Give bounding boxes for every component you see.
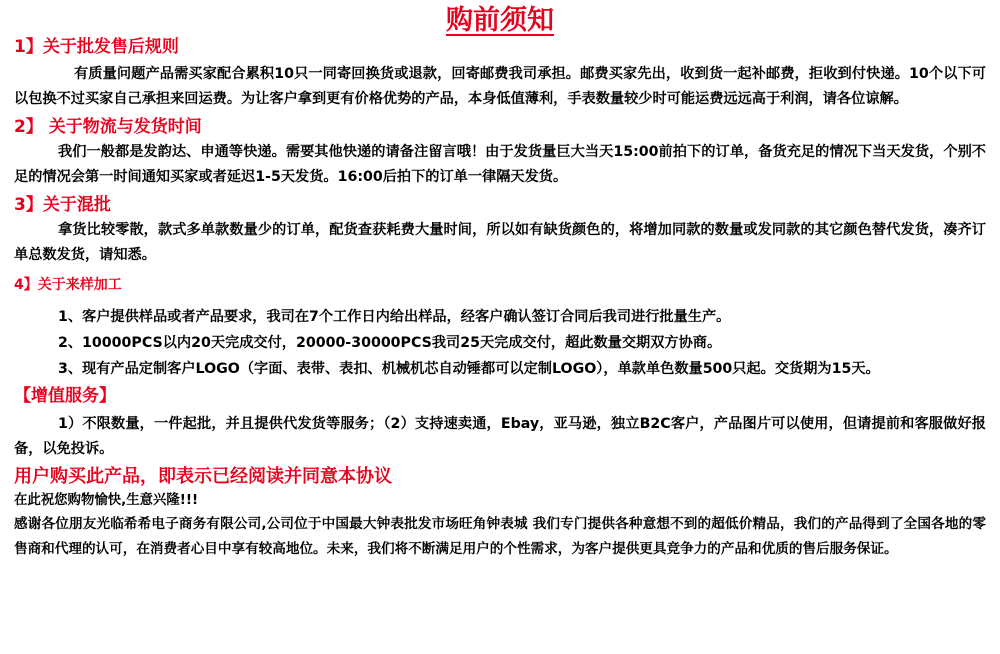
section-heading: 4】关于来样加工 bbox=[14, 277, 122, 293]
list-item: 1、客户提供样品或者产品要求，我司在7个工作日内给出样品，经客户确认签订合同后我司进行批量生产。 bbox=[58, 309, 731, 325]
section-heading: 【增值服务】 bbox=[14, 386, 116, 406]
section-logistics bbox=[14, 116, 986, 190]
section-heading: 1】关于批发售后规则 bbox=[14, 37, 179, 57]
section-text: 1）不限数量，一件起批，并且提供代发货等服务；（2）支持速卖通，Ebay，亚马逊，独立B2C客户，产品图片可以使用，但请提前和客服做好报备，以免投诉。 bbox=[14, 416, 986, 457]
section-heading: 2】 关于物流与发货时间 bbox=[14, 117, 202, 137]
page-title: 购前须知 bbox=[446, 5, 554, 36]
section-heading: 3】关于混批 bbox=[14, 195, 111, 215]
section-mixed-batch bbox=[14, 194, 986, 268]
agreement-notice: 用户购买此产品，即表示已经阅读并同意本协议 bbox=[14, 466, 392, 487]
section-text: 我们一般都是发韵达、申通等快递。需要其他快递的请备注留言哦！由于发货量巨大当天15:00前拍下的订单，备货充足的情况下当天发货，个别不足的情况会第一时间通知买家或者延迟1-5天发货。16:00后拍下的订单一律隔天发货。 bbox=[14, 144, 986, 185]
section-text: 拿货比较零散，款式多单款数量少的订单，配货查获耗费大量时间，所以如有缺货颜色的，将增加同款的数量或发同款的其它颜色替代发货，凑齐订单总数发货，请知悉。 bbox=[14, 222, 986, 263]
section-oem bbox=[14, 274, 986, 382]
section-value-added bbox=[14, 384, 986, 462]
list-item: 3、现有产品定制客户LOGO（字面、表带、表扣、机械机芯自动锤都可以定制LOGO），单款单色数量500只起。交货期为15天。 bbox=[58, 361, 880, 377]
notice-page bbox=[0, 2, 1000, 654]
wish-text: 在此祝您购物愉快,生意兴隆!!! bbox=[14, 493, 199, 508]
closing-text: 感谢各位朋友光临希希电子商务有限公司,公司位于中国最大钟表批发市场旺角钟表城 我们专门提供各种意想不到的超低价精品，我们的产品得到了全国各地的零售商和代理的认可，在消费者心目中享有较高地位。未来，我们将不断满足用户的个性需求，为客户提供更具竞争力的产品和优质的售后服务保证。 bbox=[14, 516, 986, 557]
list-item: 2、10000PCS以内20天完成交付，20000-30000PCS我司25天完成交付，超此数量交期双方协商。 bbox=[58, 335, 722, 351]
section-text: 有质量问题产品需买家配合累积10只一同寄回换货或退款，回寄邮费我司承担。邮费买家先出，收到货一起补邮费，拒收到付快递。10个以下可以包换不过买家自己承担来回运费。为让客户拿到更有价格优势的产品，本身低值薄利，手表数量较少时可能运费远远高于利润，请各位谅解。 bbox=[14, 66, 986, 107]
section-after-sales bbox=[14, 36, 986, 112]
